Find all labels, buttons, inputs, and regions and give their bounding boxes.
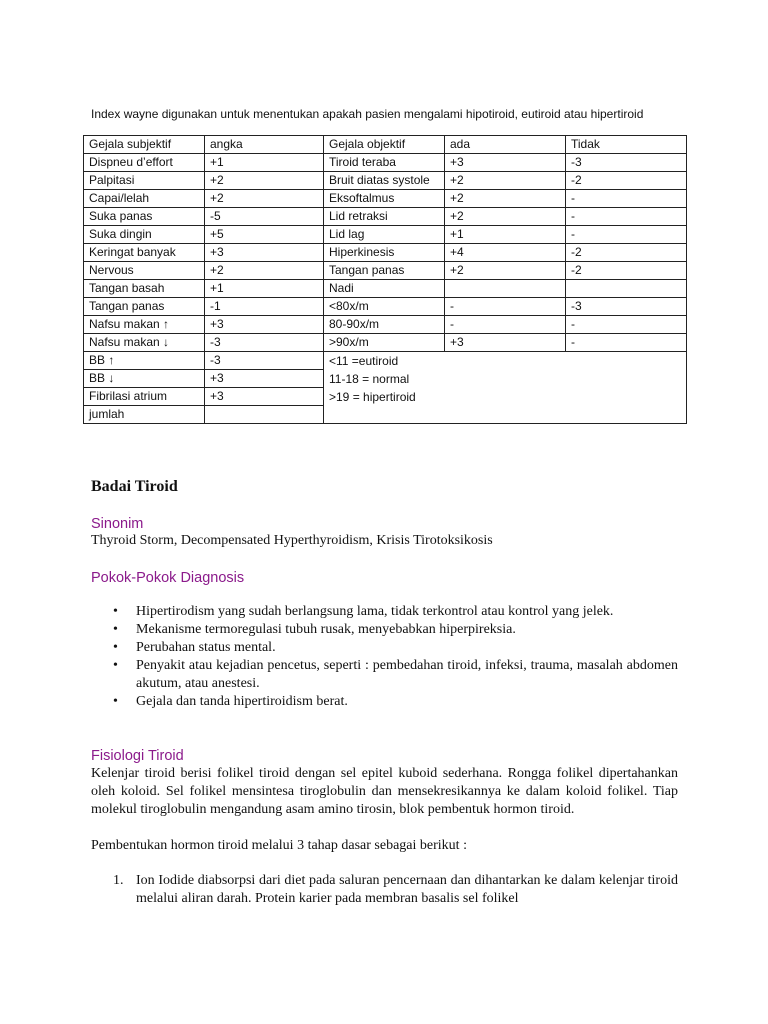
sinonim-text: Thyroid Storm, Decompensated Hyperthyroidism, Krisis Tirotoksikosis [91, 533, 493, 548]
table-cell: BB ↑ [84, 352, 205, 370]
bullet-icon: • [113, 640, 118, 655]
table-cell: -1 [205, 298, 324, 316]
table-cell: +2 [445, 190, 566, 208]
table-header-cell: angka [205, 136, 324, 154]
table-header-cell: Tidak [566, 136, 687, 154]
table-row [84, 316, 687, 334]
table-cell: Palpitasi [84, 172, 205, 190]
table-cell: Bruit diatas systole [324, 172, 445, 190]
table-row [84, 334, 687, 352]
list-item [91, 603, 678, 621]
table-cell: -3 [566, 154, 687, 172]
bullet-icon: • [113, 694, 118, 709]
table-header-row [84, 136, 687, 154]
table-cell: Fibrilasi atrium [84, 388, 205, 406]
table-cell: Tangan panas [324, 262, 445, 280]
list-item-text: Mekanisme termoregulasi tubuh rusak, menyebabkan hiperpireksia. [136, 622, 516, 637]
table-cell: -2 [566, 172, 687, 190]
table-cell: +4 [445, 244, 566, 262]
score-interpretation-cell [324, 352, 687, 424]
table-cell: 80-90x/m [324, 316, 445, 334]
table-header-cell: ada [445, 136, 566, 154]
table-cell: Suka dingin [84, 226, 205, 244]
list-item-text: Hipertirodism yang sudah berlangsung lama, tidak terkontrol atau kontrol yang jelek. [136, 604, 614, 619]
table-cell: +2 [205, 172, 324, 190]
table-cell: Nadi [324, 280, 445, 298]
table-cell: -3 [205, 352, 324, 370]
table-cell: Nafsu makan ↑ [84, 316, 205, 334]
step-number: 1. [113, 873, 124, 888]
table-cell: +2 [205, 190, 324, 208]
table-cell: +1 [205, 280, 324, 298]
list-item [91, 693, 678, 711]
list-item-text: Penyakit atau kejadian pencetus, seperti : pembedahan tiroid, infeksi, trauma, masalah abdomen akutum, atau anestesi. [136, 658, 678, 691]
pembentukan-steps-list [91, 872, 678, 908]
table-cell: +3 [445, 334, 566, 352]
table-row [84, 154, 687, 172]
score-interpretation-line: >19 = hipertiroid [329, 390, 416, 404]
table-cell: - [445, 298, 566, 316]
list-item [91, 621, 678, 639]
table-cell: +5 [205, 226, 324, 244]
table-cell: Capai/lelah [84, 190, 205, 208]
table-header-cell: Gejala objektif [324, 136, 445, 154]
table-cell: Nafsu makan ↓ [84, 334, 205, 352]
table-row [84, 262, 687, 280]
table-cell: Tangan panas [84, 298, 205, 316]
table-cell: Tangan basah [84, 280, 205, 298]
bullet-icon: • [113, 622, 118, 637]
table-cell: -2 [566, 262, 687, 280]
table-cell: - [566, 208, 687, 226]
table-cell: - [566, 334, 687, 352]
table-cell: -3 [566, 298, 687, 316]
table-cell: +2 [445, 208, 566, 226]
table-cell: +3 [205, 316, 324, 334]
score-interpretation-line: 11-18 = normal [329, 372, 410, 386]
table-cell: Hiperkinesis [324, 244, 445, 262]
list-item-text: Perubahan status mental. [136, 640, 276, 655]
fisiologi-lead: Pembentukan hormon tiroid melalui 3 tahap dasar sebagai berikut : [91, 838, 467, 853]
wayne-table-body [84, 136, 687, 424]
table-cell: +3 [205, 244, 324, 262]
table-cell: Suka panas [84, 208, 205, 226]
table-cell: - [566, 226, 687, 244]
wayne-index-table [83, 135, 687, 424]
table-cell: - [445, 316, 566, 334]
list-item [91, 639, 678, 657]
table-cell: jumlah [84, 406, 205, 424]
table-cell: -2 [566, 244, 687, 262]
table-row [84, 208, 687, 226]
score-interpretation-line: <11 =eutiroid [329, 354, 399, 368]
fisiologi-paragraph: Kelenjar tiroid berisi folikel tiroid dengan sel epitel kuboid sederhana. Rongga folikel dipertahankan oleh koloid. Sel folikel mensintesa tiroglobulin dan mensekresikannya ke dalam koloid folikel. Tiap molekul tiroglobulin mengandung asam amino tirosin, blok pembentuk hormon tiroid. [91, 766, 678, 817]
table-cell: Tiroid teraba [324, 154, 445, 172]
table-cell [566, 280, 687, 298]
list-item [91, 657, 678, 693]
table-cell: Dispneu d’effort [84, 154, 205, 172]
table-cell: +2 [445, 172, 566, 190]
table-cell [445, 280, 566, 298]
table-cell: +3 [205, 388, 324, 406]
table-cell: +1 [205, 154, 324, 172]
table-cell: +1 [445, 226, 566, 244]
table-cell: Eksoftalmus [324, 190, 445, 208]
table-cell [205, 406, 324, 424]
table-cell: -3 [205, 334, 324, 352]
table-cell: Keringat banyak [84, 244, 205, 262]
table-row [84, 298, 687, 316]
table-row [84, 190, 687, 208]
table-cell: +2 [445, 262, 566, 280]
table-cell: <80x/m [324, 298, 445, 316]
table-cell: - [566, 316, 687, 334]
fisiologi-heading: Fisiologi Tiroid [91, 748, 184, 764]
table-cell: Lid retraksi [324, 208, 445, 226]
table-row [84, 244, 687, 262]
pokok-diagnosis-heading: Pokok-Pokok Diagnosis [91, 570, 245, 586]
table-header-cell: Gejala subjektif [84, 136, 205, 154]
intro-text: Index wayne digunakan untuk menentukan apakah pasien mengalami hipotiroid, eutiroid atau hipertiroid [91, 107, 644, 121]
badai-tiroid-title: Badai Tiroid [91, 478, 178, 495]
table-row [84, 226, 687, 244]
list-item [91, 872, 678, 908]
list-item-text: Gejala dan tanda hipertiroidism berat. [136, 694, 348, 709]
table-cell: +3 [205, 370, 324, 388]
table-cell: +2 [205, 262, 324, 280]
table-row [84, 280, 687, 298]
pokok-diagnosis-list [91, 603, 678, 711]
table-cell: -5 [205, 208, 324, 226]
table-cell: Lid lag [324, 226, 445, 244]
table-cell: >90x/m [324, 334, 445, 352]
step-text: Ion Iodide diabsorpsi dari diet pada saluran pencernaan dan dihantarkan ke dalam kelenjar tiroid melalui aliran darah. Protein karier pada membran basalis sel folikel [136, 873, 678, 906]
table-cell: - [566, 190, 687, 208]
table-row [84, 172, 687, 190]
table-cell: Nervous [84, 262, 205, 280]
bullet-icon: • [113, 604, 118, 619]
table-cell: BB ↓ [84, 370, 205, 388]
sinonim-heading: Sinonim [91, 516, 144, 532]
bullet-icon: • [113, 658, 118, 673]
table-cell: +3 [445, 154, 566, 172]
table-row [84, 352, 687, 370]
